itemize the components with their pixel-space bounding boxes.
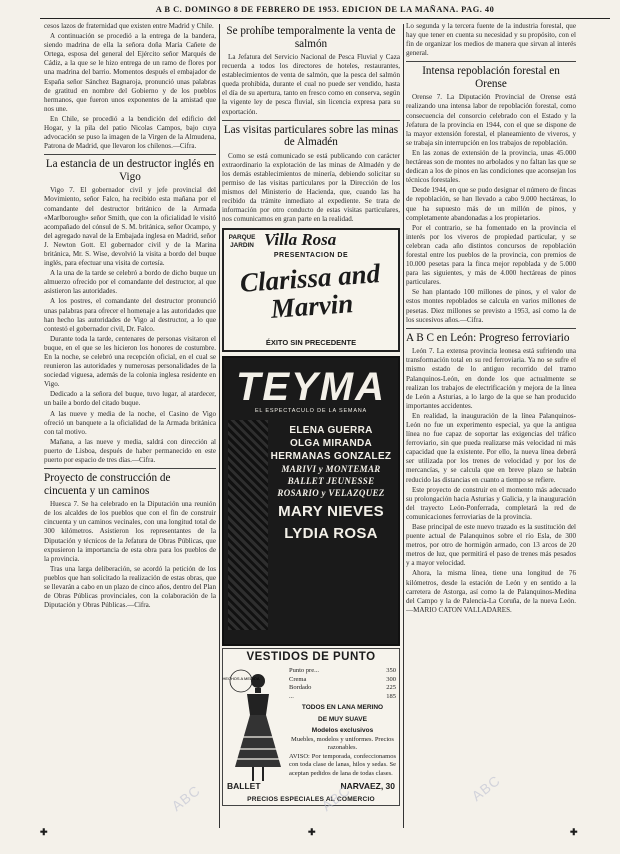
ad-venue-label: PARQUE JARDIN bbox=[228, 234, 256, 249]
article-paragraph: Huesca 7. Se ha celebrado en la Diputación una reunión de los alcaldes de los pueblos que con el fin de construir cincuenta y un caminos vecinales, con una longitud total de 300 kilómetros. Asistieron los representantes de la Diputación y técnicos de la Jefatura de Obras Públicas, que expusieron la importancia de esta obra para los pueblos de la provincia. bbox=[44, 500, 216, 563]
column-divider bbox=[219, 24, 220, 828]
article-paragraph: Base principal de este nuevo trazado es la sustitución del puente actual de Palanquinos sobre el río Esla, de 300 metros, por otro de hormigón armado, con 13 arcos de 20 metros de luz, que permitirá el paso de trenes más pesados y a mayor velocidad. bbox=[406, 523, 576, 568]
headline-almaden: Las visitas particulares sobre las minas de Almadén bbox=[223, 123, 399, 149]
price-row: Punto pre... 350 bbox=[289, 667, 396, 675]
ad-presents: PRESENTACION DE bbox=[273, 252, 349, 260]
ad-vestidos-prices bbox=[289, 667, 396, 778]
section-divider bbox=[222, 120, 400, 121]
article-paragraph: Desde 1944, en que se pudo designar el número de fincas de repoblación, se han llevado a cabo 9.000 hectáreas, lo que ha supuesto más de un millón de pinos, y completamente abandonadas a los propietarios. bbox=[406, 186, 576, 222]
article-paragraph: La Jefatura del Servicio Nacional de Pesca Fluvial y Caza recuerda a todos los directores de hoteles, restaurantes, establecimientos de venta de salmón, que la pesca del salmón queda prohibida, durante el cual no puede ser vendido, hasta el día de su apertura, tanto en fresco como en conserva, según la vigente ley de pesca fluvial, sin licencia expresa para su exportación. bbox=[222, 53, 400, 116]
section-divider bbox=[406, 328, 576, 329]
performer-name: BALLET JEUNESSE bbox=[287, 476, 375, 487]
performer-name: MARIVI y MONTEMAR bbox=[281, 464, 381, 475]
ad-teyma-tagline: EL ESPECTACULO DE LA SEMANA bbox=[254, 408, 368, 415]
price-row: ... 185 bbox=[289, 692, 396, 700]
article-paragraph: A la una de la tarde se celebró a bordo de dicho buque un almuerzo ofrecido por el comandante del destructor, al que asistieron las autoridades. bbox=[44, 269, 216, 296]
advertisement-vestidos bbox=[222, 648, 400, 806]
headline-caminos: Proyecto de construcción de cincuenta y un caminos bbox=[44, 472, 171, 497]
article-paragraph: Se han plantado 100 millones de pinos, y el valor de estos montes repoblados se calcula en varios millones de pesetas. Diez millones se previsto a 1953, así como la de los sucesivos años.—Cifra. bbox=[406, 288, 576, 324]
article-paragraph: En realidad, la inauguración de la línea Palanquinos-León no fue un experimento especial, ya que la antigua línea no fue capaz de soportar las exigencias del tráfico ferroviario, sin que pueda realizarse más velocidad ni más capacidad que la existente. Por ello, la nueva línea deberá ser utilizada por los trenes de velocidad y por los de mercancías, y se calcula que en breve plazo se habrán reducido las distancias en cuanto a tiempo se refiere. bbox=[406, 411, 576, 484]
ad-vestidos-lana: TODOS EN LANA MERINO bbox=[301, 704, 384, 712]
article-paragraph: Por el contrario, se ha fomentado en la provincia el interés por los viveros de propiedad particular, y se celebran cada año distintos concursos de repoblación forestal entre los pueblos de la provincia, con premios de 10.000 pesetas para la finca mejor repoblada y de 5.000 para las siguientes, y más de 4.000 hectáreas de pinos particulares. bbox=[406, 223, 576, 287]
page-masthead: A B C. DOMINGO 8 DE FEBRERO DE 1953. EDICION DE LA MAÑANA. PAG. 40 bbox=[40, 5, 610, 19]
performer-name: ROSARIO y VELAZQUEZ bbox=[277, 488, 385, 499]
ad-venue-name: Villa Rosa bbox=[264, 230, 337, 250]
headline-salmon: Se prohíbe temporalmente la venta de salmón bbox=[226, 25, 396, 50]
article-paragraph: Tras una larga deliberación, se acordó la petición de los pueblos que han solicitado la realización de estas obras, que se llevarán a cabo en un plazo de cinco años, dentro del Plan de Obras Públicas provinciales, con la colaboración de la Diputación y Obras Públicas.—Cifra. bbox=[44, 564, 216, 610]
article-paragraph: Durante toda la tarde, centenares de personas visitaron el buque, en el que se les hicieron los honores de costumbre. En la noche, se celebró una recepción oficial, en el cual se reunieron las autoridades y numerosas personalidades de la sociedad viguesa, además de la colonia inglesa residente en Vigo. bbox=[44, 334, 216, 389]
headline-leon: A B C en León: Progreso ferroviario bbox=[406, 331, 570, 344]
article-paragraph: Ahora, la misma línea, tiene una longitud de 76 kilómetros, desde la estación de León y en sentido a la carretera de Astorga, así como la de Palanquinos-Medina del Campo y la de Palencia-La Coruña, de la nueva León.—MARIO CATON VALLADARES. bbox=[406, 569, 576, 614]
ad-vestidos-extras: Muebles, modelos y uniformes. Precios razonables. bbox=[291, 735, 394, 752]
article-paragraph: Como se está comunicado se está publicando con carácter extraordinario la explotación de las minas de Almadén y de los demás establecimientos de minería, debiendo solicitar su permiso de las visitas particulares por la Dirección de los mismos del Ministerio de Hacienda, que, cuando las ha recibido da trámite inmediato al expediente. Se trata de información por otro conducto de estas visitas particulares, nos comunicamos en gran parte en la realidad. bbox=[222, 151, 400, 224]
article-paragraph: Lo segunda y la tercera fuente de la industria forestal, que hay que tener en cuenta su necesidad y su propósito, con el fin de organizar los medios de manera que sirvan al interés general. bbox=[406, 22, 576, 58]
svg-text:HECHOS A MEDIDA: HECHOS A MEDIDA bbox=[222, 676, 260, 682]
article-paragraph: A los postres, el comandante del destructor pronunció unas palabras para ofrecer el homenaje a las autoridades que han hecho las autoridades de Vigo al destructor, a lo que contestó el gobernador civil, Dr. Falco. bbox=[44, 297, 216, 333]
column-divider bbox=[403, 24, 404, 828]
advertisement-teyma bbox=[222, 356, 400, 646]
price-row: Crema 300 bbox=[289, 675, 396, 683]
performer-name: OLGA MIRANDA bbox=[289, 438, 373, 450]
article-paragraph: En Chile, se procedió a la bendición del edificio del Hogar, y la pila del patio Nicolas Campos, bajo cuya advocación se puso la imagen de la Virgen de la Almudena, Patrona de Madrid, que llevaron los chilenos.—Cifra. bbox=[44, 114, 216, 151]
ad-act-name: Clarissa and Marvin bbox=[238, 258, 382, 325]
performer-name: ELENA GUERRA bbox=[289, 425, 373, 437]
column-left bbox=[44, 22, 216, 830]
watermark: ABC bbox=[318, 781, 354, 815]
section-divider bbox=[44, 154, 216, 155]
article-paragraph: A continuación se procedió a la entrega de la bandera, siendo madrina de ella la señora doña María Cañete de Ortega, esposa del general del Ejército señor Marqués de Cádiz, a la que se le hizo entrega de un ramo de flores por una madrina del barrio. Momentos después el embajador de España señor Sánchez Bagnaroja, pronunció unas palabras de gratitud en nombre del Gobierno y de los pueblos hermanos, que fueron unos exponentes de la amistad que nos une. bbox=[44, 32, 216, 113]
ad-teyma-logo: TEYMA bbox=[236, 365, 386, 410]
registration-mark-icon: ✚ bbox=[570, 828, 578, 838]
article-paragraph: cesos lazos de fraternidad que existen entre Madrid y Chile. bbox=[44, 22, 214, 30]
article-paragraph: A las nueve y media de la noche, el Casino de Vigo ofreció un banquete a la oficialidad de la Armada británica con tal motivo. bbox=[44, 409, 216, 436]
ad-vestidos-exclusivos: Modelos exclusivos bbox=[311, 727, 374, 735]
article-paragraph: Orense 7. La Diputación Provincial de Orense está realizando una intensa labor de repoblación forestal, como consecuencia del consorcio celebrado con el Estado y la Jefatura de la provincia en 1944, con el que se dispone de la mayor extensión forestal, el planeamiento de viveros, y se trabaja sin interrupción en los trabajos de repoblación. bbox=[406, 93, 576, 147]
column-center bbox=[222, 22, 400, 830]
registration-mark-icon: ✚ bbox=[308, 828, 316, 838]
shop-name: BALLET bbox=[227, 781, 261, 792]
ad-vestidos-precios: PRECIOS ESPECIALES AL COMERCIO bbox=[247, 796, 375, 804]
article-paragraph: Dedicado a la señora del buque, tuvo lugar, al atardecer, un baile a bordo del citado buque. bbox=[44, 390, 216, 408]
article-paragraph: León 7. La extensa provincia leonesa está sufriendo una transformación total en su red ferroviaria. Ya no se sufre el mismo estado de lo antiguo recorrido del tramo Palanquinos-León, en donde los que actualmente se realizan los trabajos de electrificación y mejora de la línea de León a Asturias, a lo largo de la que se han producido importantes accidentes. bbox=[406, 347, 576, 410]
section-divider bbox=[44, 468, 216, 469]
ad-vestidos-lana-sub: DE MUY SUAVE bbox=[318, 715, 367, 723]
article-paragraph: Este proyecto de construir en el momento más adecuado su prolongación hacia Asturias y Galicia, y la inauguración del trayecto León-Ponferrada, completará la red de comunicaciones ferroviarias de la provincia. bbox=[406, 485, 576, 521]
dress-figure-icon bbox=[222, 667, 287, 785]
headline-orense: Intensa repoblación forestal en Orense bbox=[422, 65, 560, 90]
advertisement-villa-rosa bbox=[222, 228, 400, 352]
watermark: ABC bbox=[468, 771, 504, 805]
ad-vestidos-title: VESTIDOS DE PUNTO bbox=[246, 651, 376, 664]
article-paragraph: En las zonas de extensión de la provincia, unas 45.000 hectáreas son de montes no arbolados y no faltan las que se dedican a los de pinos en las condiciones que aconsejan los técnicos forestales. bbox=[406, 148, 576, 185]
watermark: ABC bbox=[168, 781, 204, 815]
ad-vestidos-aviso: AVISO: Por temporada, confeccionamos con toda clase de lanas, hilos y sedas. Se aceptan pedidos de lana de todas clases. bbox=[289, 752, 396, 777]
decorative-pattern bbox=[228, 420, 268, 630]
ad-vestidos-shop bbox=[227, 781, 395, 791]
article-paragraph: Vigo 7. El gobernador civil y jefe provincial del Movimiento, señor Falco, ha recibido esta mañana por el comandante del destructor británico de la Armada «Marlborough» señor Smith, que con la oficialidad le visitó acompañado del cónsul de S. M. británica, señor Ocampo, y del agregado naval de la Embajada inglesa en Madrid, señor J. Newton Gott. El gobernador civil y de la Marina británica, Mr. S. Wise, devolvió la visita a bordo del buque inglés, para efectuar una visita de cortesía. bbox=[44, 186, 216, 268]
star-name: LYDIA ROSA bbox=[284, 525, 378, 543]
article-paragraph: Mañana, a las nueve y media, saldrá con dirección al puerto de Lisboa, después de haber permanecido en este puerto por espacio de tres días.—Cifra. bbox=[44, 437, 216, 465]
shop-address: NARVAEZ, 30 bbox=[340, 781, 395, 792]
price-row: Bordado 225 bbox=[289, 684, 396, 692]
column-right bbox=[406, 22, 576, 830]
section-divider bbox=[406, 61, 576, 62]
ad-teyma-lineup bbox=[268, 424, 394, 543]
headline-destructor: La estancia de un destructor inglés en Vigo bbox=[45, 158, 215, 183]
performer-name: HERMANAS GONZALEZ bbox=[270, 451, 392, 463]
registration-mark-icon: ✚ bbox=[40, 828, 48, 838]
ad-success: ÉXITO SIN PRECEDENTE bbox=[265, 338, 357, 348]
star-name: MARY NIEVES bbox=[278, 503, 384, 521]
